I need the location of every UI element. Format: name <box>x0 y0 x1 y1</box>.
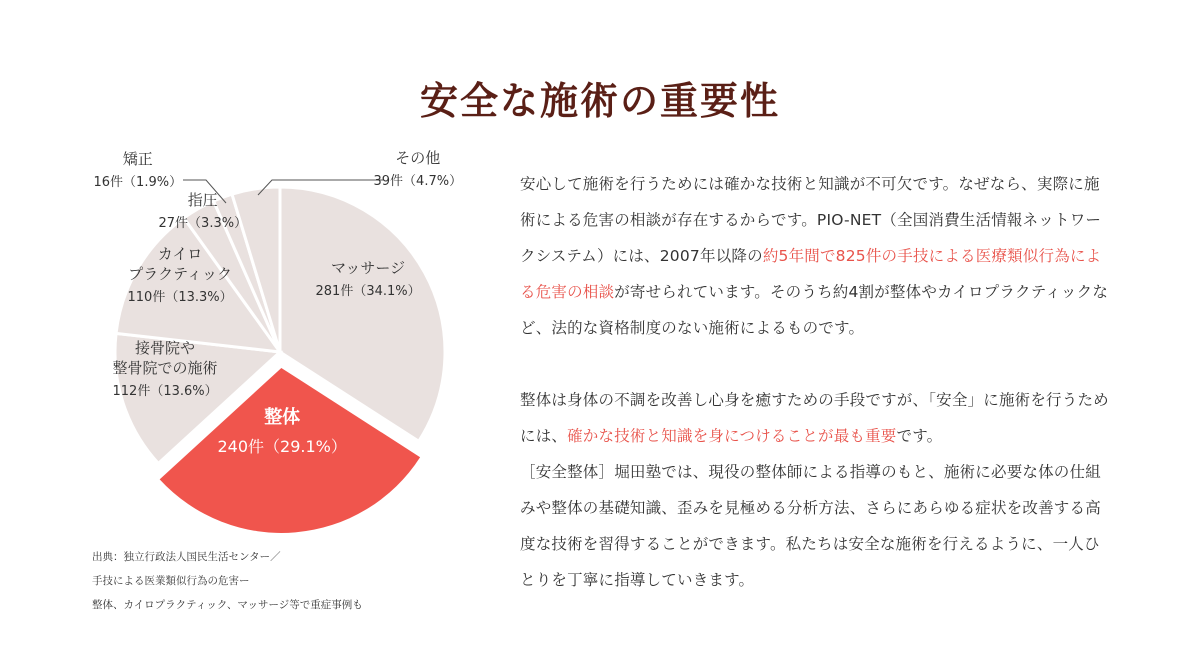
source-line: 手技による医業類似行為の危害ー <box>92 575 250 587</box>
text-run: です。 <box>896 427 943 445</box>
text-run: が寄せられています。そのうち約4割が整体やカイロプラクティックなど、法的な資格制度のない施術によるものです。 <box>520 283 1109 337</box>
slice-label <box>128 245 233 307</box>
slice-label-name: 指圧 <box>187 191 218 209</box>
paragraph-2 <box>520 382 1110 454</box>
slice-label-value: 240件（29.1%） <box>217 437 347 456</box>
slice-label-name: 接骨院や 整骨院での施術 <box>112 339 218 377</box>
slice-label <box>374 149 463 191</box>
paragraph-1 <box>520 166 1110 346</box>
text-run: 整体は身体の不調を改善し心身を癒すための手段ですが、「安全」に施術を行うためには、 <box>520 391 1109 445</box>
slice-label <box>159 191 248 233</box>
body-text <box>520 166 1110 598</box>
slice-label-value: 112件（13.6%） <box>112 384 218 399</box>
slice-label <box>316 259 421 301</box>
page-title: 安全な施術の重要性 <box>419 79 780 123</box>
text-run: ［安全整体］堀田塾では、現役の整体師による指導のもと、施術に必要な体の仕組みや整体の基礎知識、歪みを見極める分析方法、さらにあらゆる症状を改善する高度な技術を習得することができます。私たちは安全な施術を行えるように、一人ひとりを丁寧に指導していきます。 <box>520 463 1101 589</box>
paragraph-3 <box>520 454 1110 598</box>
text-run: 安心して施術を行うためには確かな技術と知識が不可欠です。なぜなら、実際に施術による危害の相談が存在するからです。PIO-NET（全国消費生活情報ネットワークシステム）には、2007年以降の <box>520 175 1102 265</box>
slice-label <box>218 408 347 456</box>
slice-label <box>94 150 183 192</box>
slice-label-name: マッサージ <box>331 259 406 277</box>
slice-label-value: 16件（1.9%） <box>93 175 183 190</box>
source-note <box>92 545 363 617</box>
slice-label-name: その他 <box>395 149 441 167</box>
source-line: 出典：独立行政法人国民生活センター／ <box>92 551 281 563</box>
slice-label-value: 110件（13.3%） <box>127 290 233 305</box>
slice-label-value: 27件（3.3%） <box>158 216 248 231</box>
highlight-text: 約5年間で825件の手技による医療類似行為による危害の相談 <box>520 247 1102 301</box>
slice-label-name: 整体 <box>264 407 301 428</box>
slice-label-value: 39件（4.7%） <box>373 174 463 189</box>
slice-label-value: 281件（34.1%） <box>315 284 421 299</box>
pie-chart <box>0 0 520 540</box>
slice-label-name: 矯正 <box>122 150 153 168</box>
source-line: 整体、カイロプラクティック、マッサージ等で重症事例も <box>92 599 363 611</box>
highlight-text: 確かな技術と知識を身につけることが最も重要 <box>567 427 897 445</box>
slice-label-name: カイロ プラクティック <box>128 245 232 283</box>
slice-label <box>113 339 218 401</box>
